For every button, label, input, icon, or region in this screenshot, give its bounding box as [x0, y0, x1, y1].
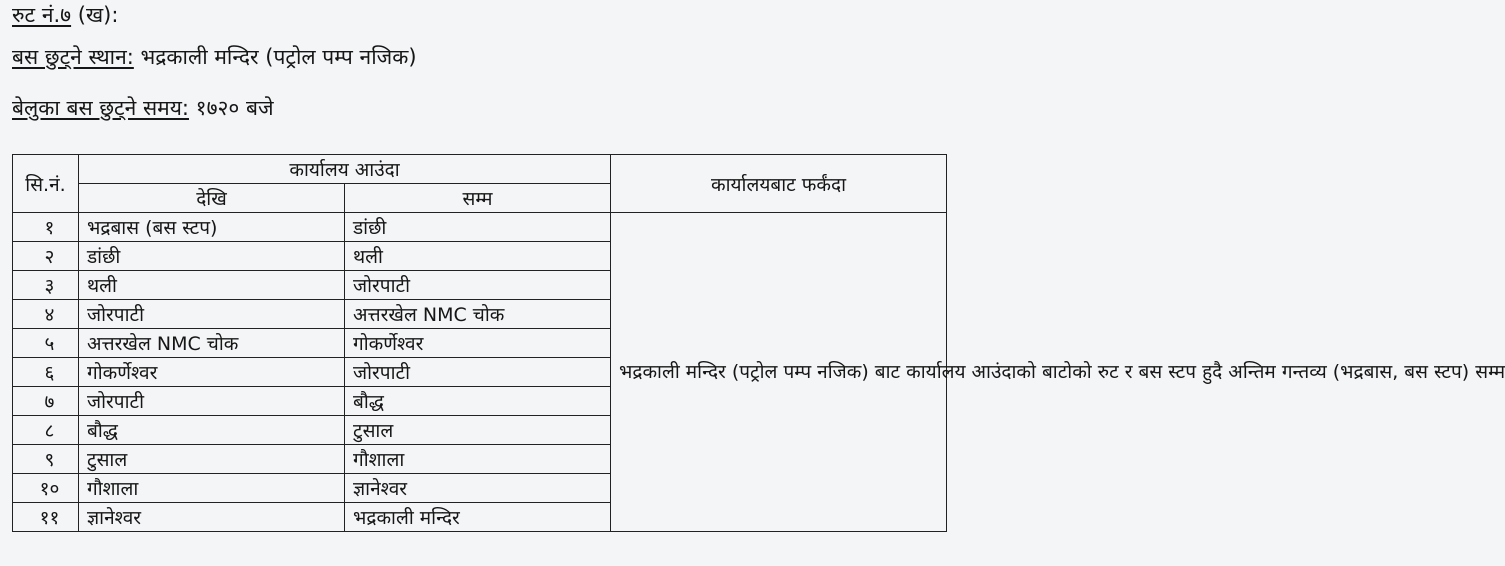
serial-cell: ५ [13, 329, 79, 358]
serial-cell: २ [13, 242, 79, 271]
from-cell: बौद्ध [79, 416, 345, 445]
serial-cell: ६ [13, 358, 79, 387]
route-number-suffix: (ख): [71, 3, 119, 27]
route-table-body [13, 213, 1505, 532]
return-description-cell: भद्रकाली मन्दिर (पट्रोल पम्प नजिक) बाट कार्यालय आउंदाको बाटोको रुट र बस स्टप हुदै अन्तिम गन्तव्य (भद्रबास, बस स्टप) सम्म [611, 213, 947, 532]
to-cell: डांछी [345, 213, 611, 242]
to-cell: अत्तरखेल NMC चोक [345, 300, 611, 329]
departure-place-label: बस छुट्ने स्थान: [12, 45, 134, 69]
serial-cell: ४ [13, 300, 79, 329]
serial-cell: ९ [13, 445, 79, 474]
from-cell: भद्रबास (बस स्टप) [79, 213, 345, 242]
serial-cell: १० [13, 474, 79, 503]
from-cell: अत्तरखेल NMC चोक [79, 329, 345, 358]
return-header: कार्यालयबाट फर्कंदा [611, 155, 947, 213]
evening-departure-line [12, 95, 274, 121]
serial-cell: ११ [13, 503, 79, 532]
from-cell: जोरपाटी [79, 300, 345, 329]
from-cell: थली [79, 271, 345, 300]
serial-header: सि.नं. [13, 155, 79, 213]
to-cell: जोरपाटी [345, 271, 611, 300]
route-table [12, 154, 1505, 532]
to-header: सम्म [345, 184, 611, 213]
departure-place-value: भद्रकाली मन्दिर (पट्रोल पम्प नजिक) [133, 45, 417, 69]
to-cell: गोकर्णेश्वर [345, 329, 611, 358]
route-number-label: रुट नं.७ [12, 3, 72, 27]
to-office-header: कार्यालय आउंदा [79, 155, 611, 184]
from-cell: गोकर्णेश्वर [79, 358, 345, 387]
route-number-line [12, 2, 118, 28]
table-row [13, 213, 947, 242]
serial-cell: ८ [13, 416, 79, 445]
departure-place-line [12, 44, 417, 70]
to-cell: भद्रकाली मन्दिर [345, 503, 611, 532]
serial-cell: ३ [13, 271, 79, 300]
to-cell: टुसाल [345, 416, 611, 445]
from-cell: गौशाला [79, 474, 345, 503]
to-cell: थली [345, 242, 611, 271]
to-cell: गौशाला [345, 445, 611, 474]
from-cell: टुसाल [79, 445, 345, 474]
to-cell: बौद्ध [345, 387, 611, 416]
evening-departure-value: १७२० बजे [188, 96, 274, 120]
serial-cell: १ [13, 213, 79, 242]
evening-departure-label: बेलुका बस छुट्ने समय: [12, 96, 189, 120]
serial-cell: ७ [13, 387, 79, 416]
from-cell: डांछी [79, 242, 345, 271]
from-header: देखि [79, 184, 345, 213]
from-cell: ज्ञानेश्वर [79, 503, 345, 532]
to-cell: ज्ञानेश्वर [345, 474, 611, 503]
from-cell: जोरपाटी [79, 387, 345, 416]
to-cell: जोरपाटी [345, 358, 611, 387]
